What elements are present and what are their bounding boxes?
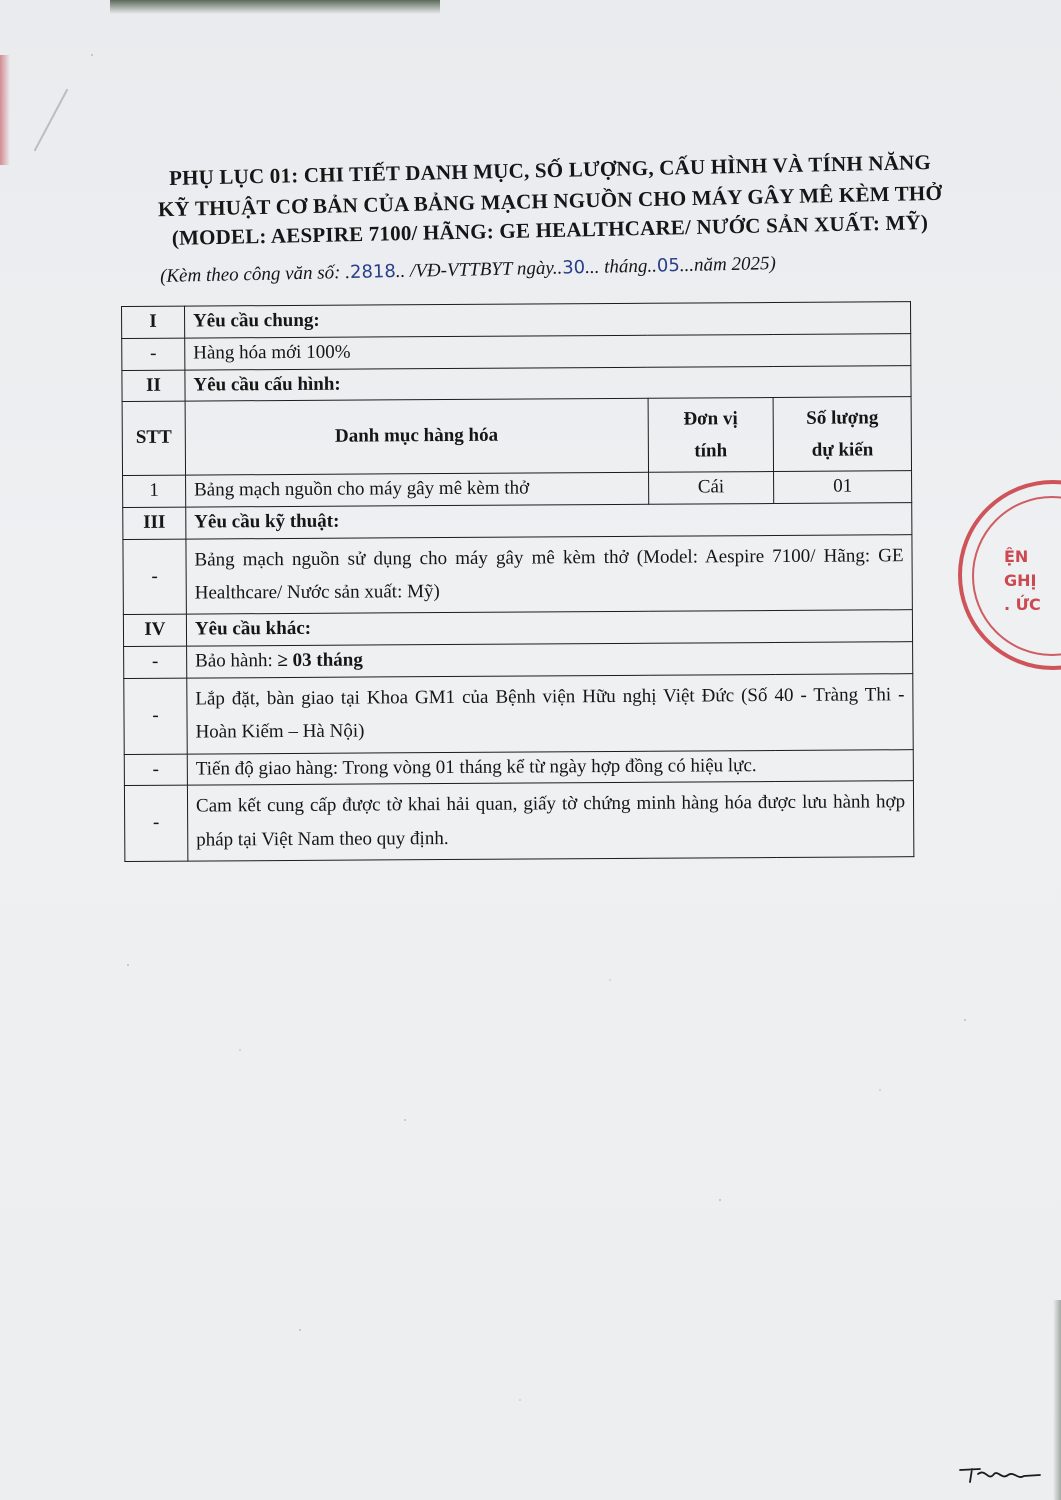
general-item-row — [122, 333, 911, 370]
section-row-config — [122, 365, 911, 402]
item-text: Tiến độ giao hàng: Trong vòng 01 tháng kể từ ngày hợp đồng có hiệu lực. — [187, 749, 913, 785]
header-unit-line1: Đơn vị — [683, 407, 738, 430]
header-qty-line2: dự kiến — [811, 439, 874, 461]
title-line-1: PHỤ LỤC 01: CHI TIẾT DANH MỤC, SỐ LƯỢNG, CẤU HÌNH VÀ TÍNH NĂNG — [168, 150, 932, 190]
row-stt: 1 — [123, 475, 186, 507]
row-item: Bảng mạch nguồn cho máy gây mê kèm thở — [185, 473, 648, 508]
seal-text — [1004, 545, 1041, 617]
specification-table — [121, 301, 914, 862]
item-text: Bảng mạch nguồn sử dụng cho máy gây mê kèm thở (Model: Aespire 7100/ Hãng: GE Healthcare/ Nước sản xuất: Mỹ) — [186, 535, 912, 615]
scan-edge-right — [1053, 1300, 1061, 1500]
section-number: II — [122, 370, 185, 402]
scan-edge-top — [110, 0, 440, 14]
section-row-technical — [123, 503, 912, 540]
reference-month-label: ... tháng.. — [584, 255, 658, 279]
warranty-row — [124, 642, 913, 679]
section-row-other — [123, 610, 912, 647]
item-text: Lắp đặt, bàn giao tại Khoa GM1 của Bệnh viện Hữu nghị Việt Đức (Số 40 - Tràng Thi - Hoàn Kiếm – Hà Nội) — [187, 674, 913, 754]
section-number: III — [123, 507, 186, 539]
item-dash: - — [124, 646, 187, 678]
item-dash: - — [123, 539, 186, 615]
handwritten-doc-number: 2818 — [349, 261, 397, 283]
section-number: IV — [123, 615, 186, 647]
initials-signature — [958, 1462, 1042, 1486]
warranty-label: Bảo hành: — [195, 650, 278, 672]
scan-edge-left — [0, 55, 10, 165]
pen-mark — [34, 89, 69, 152]
header-unit — [648, 398, 774, 473]
reference-prefix: (Kèm theo công văn số: . — [159, 261, 351, 287]
section-title: Yêu cầu cấu hình: — [185, 365, 911, 401]
warranty-value: ≥ 03 tháng — [277, 649, 363, 672]
technical-item-row — [123, 535, 912, 615]
header-item: Danh mục hàng hóa — [185, 399, 648, 476]
row-qty: 01 — [774, 471, 912, 504]
commitment-row — [124, 781, 913, 861]
section-number: I — [122, 306, 185, 338]
handwritten-month: 05 — [656, 255, 681, 277]
section-title: Yêu cầu chung: — [184, 302, 910, 338]
title-line-3: (MODEL: AESPIRE 7100/ HÃNG: GE HEALTHCARE/ NƯỚC SẢN XUẤT: MỸ) — [171, 210, 929, 250]
seal-text-line3: . ỨC — [1004, 595, 1041, 614]
installation-row — [124, 674, 913, 754]
table-row — [123, 471, 912, 508]
item-dash: - — [124, 785, 187, 861]
item-text: Hàng hóa mới 100% — [185, 333, 911, 369]
seal-text-line1: ỆN — [1004, 547, 1029, 566]
warranty-text — [187, 642, 913, 678]
section-title: Yêu cầu kỹ thuật: — [186, 503, 912, 539]
header-qty — [773, 397, 911, 472]
row-unit: Cái — [648, 472, 774, 505]
header-unit-line2: tính — [694, 440, 728, 462]
reference-doc-suffix: .. /VĐ-VTTBYT ngày.. — [395, 257, 563, 283]
reference-line — [160, 250, 920, 288]
reference-year: ...năm 2025) — [679, 253, 777, 277]
table-header-row — [122, 397, 911, 476]
handwritten-day: 30 — [562, 257, 586, 279]
header-qty-line1: Số lượng — [806, 406, 879, 429]
section-row-general — [122, 302, 911, 339]
item-text: Cam kết cung cấp được tờ khai hải quan, giấy tờ chứng minh hàng hóa được lưu hành hợp pháp tại Việt Nam theo quy định. — [187, 781, 913, 861]
delivery-row — [124, 749, 913, 786]
seal-text-line2: GHỊ — [1004, 571, 1037, 590]
header-stt: STT — [122, 402, 185, 476]
item-dash: - — [124, 678, 187, 754]
section-title: Yêu cầu khác: — [186, 610, 912, 646]
title-line-2: KỸ THUẬT CƠ BẢN CỦA BẢNG MẠCH NGUỒN CHO MÁY GÂY MÊ KÈM THỞ — [157, 180, 943, 222]
item-dash: - — [122, 338, 185, 370]
item-dash: - — [124, 754, 187, 786]
